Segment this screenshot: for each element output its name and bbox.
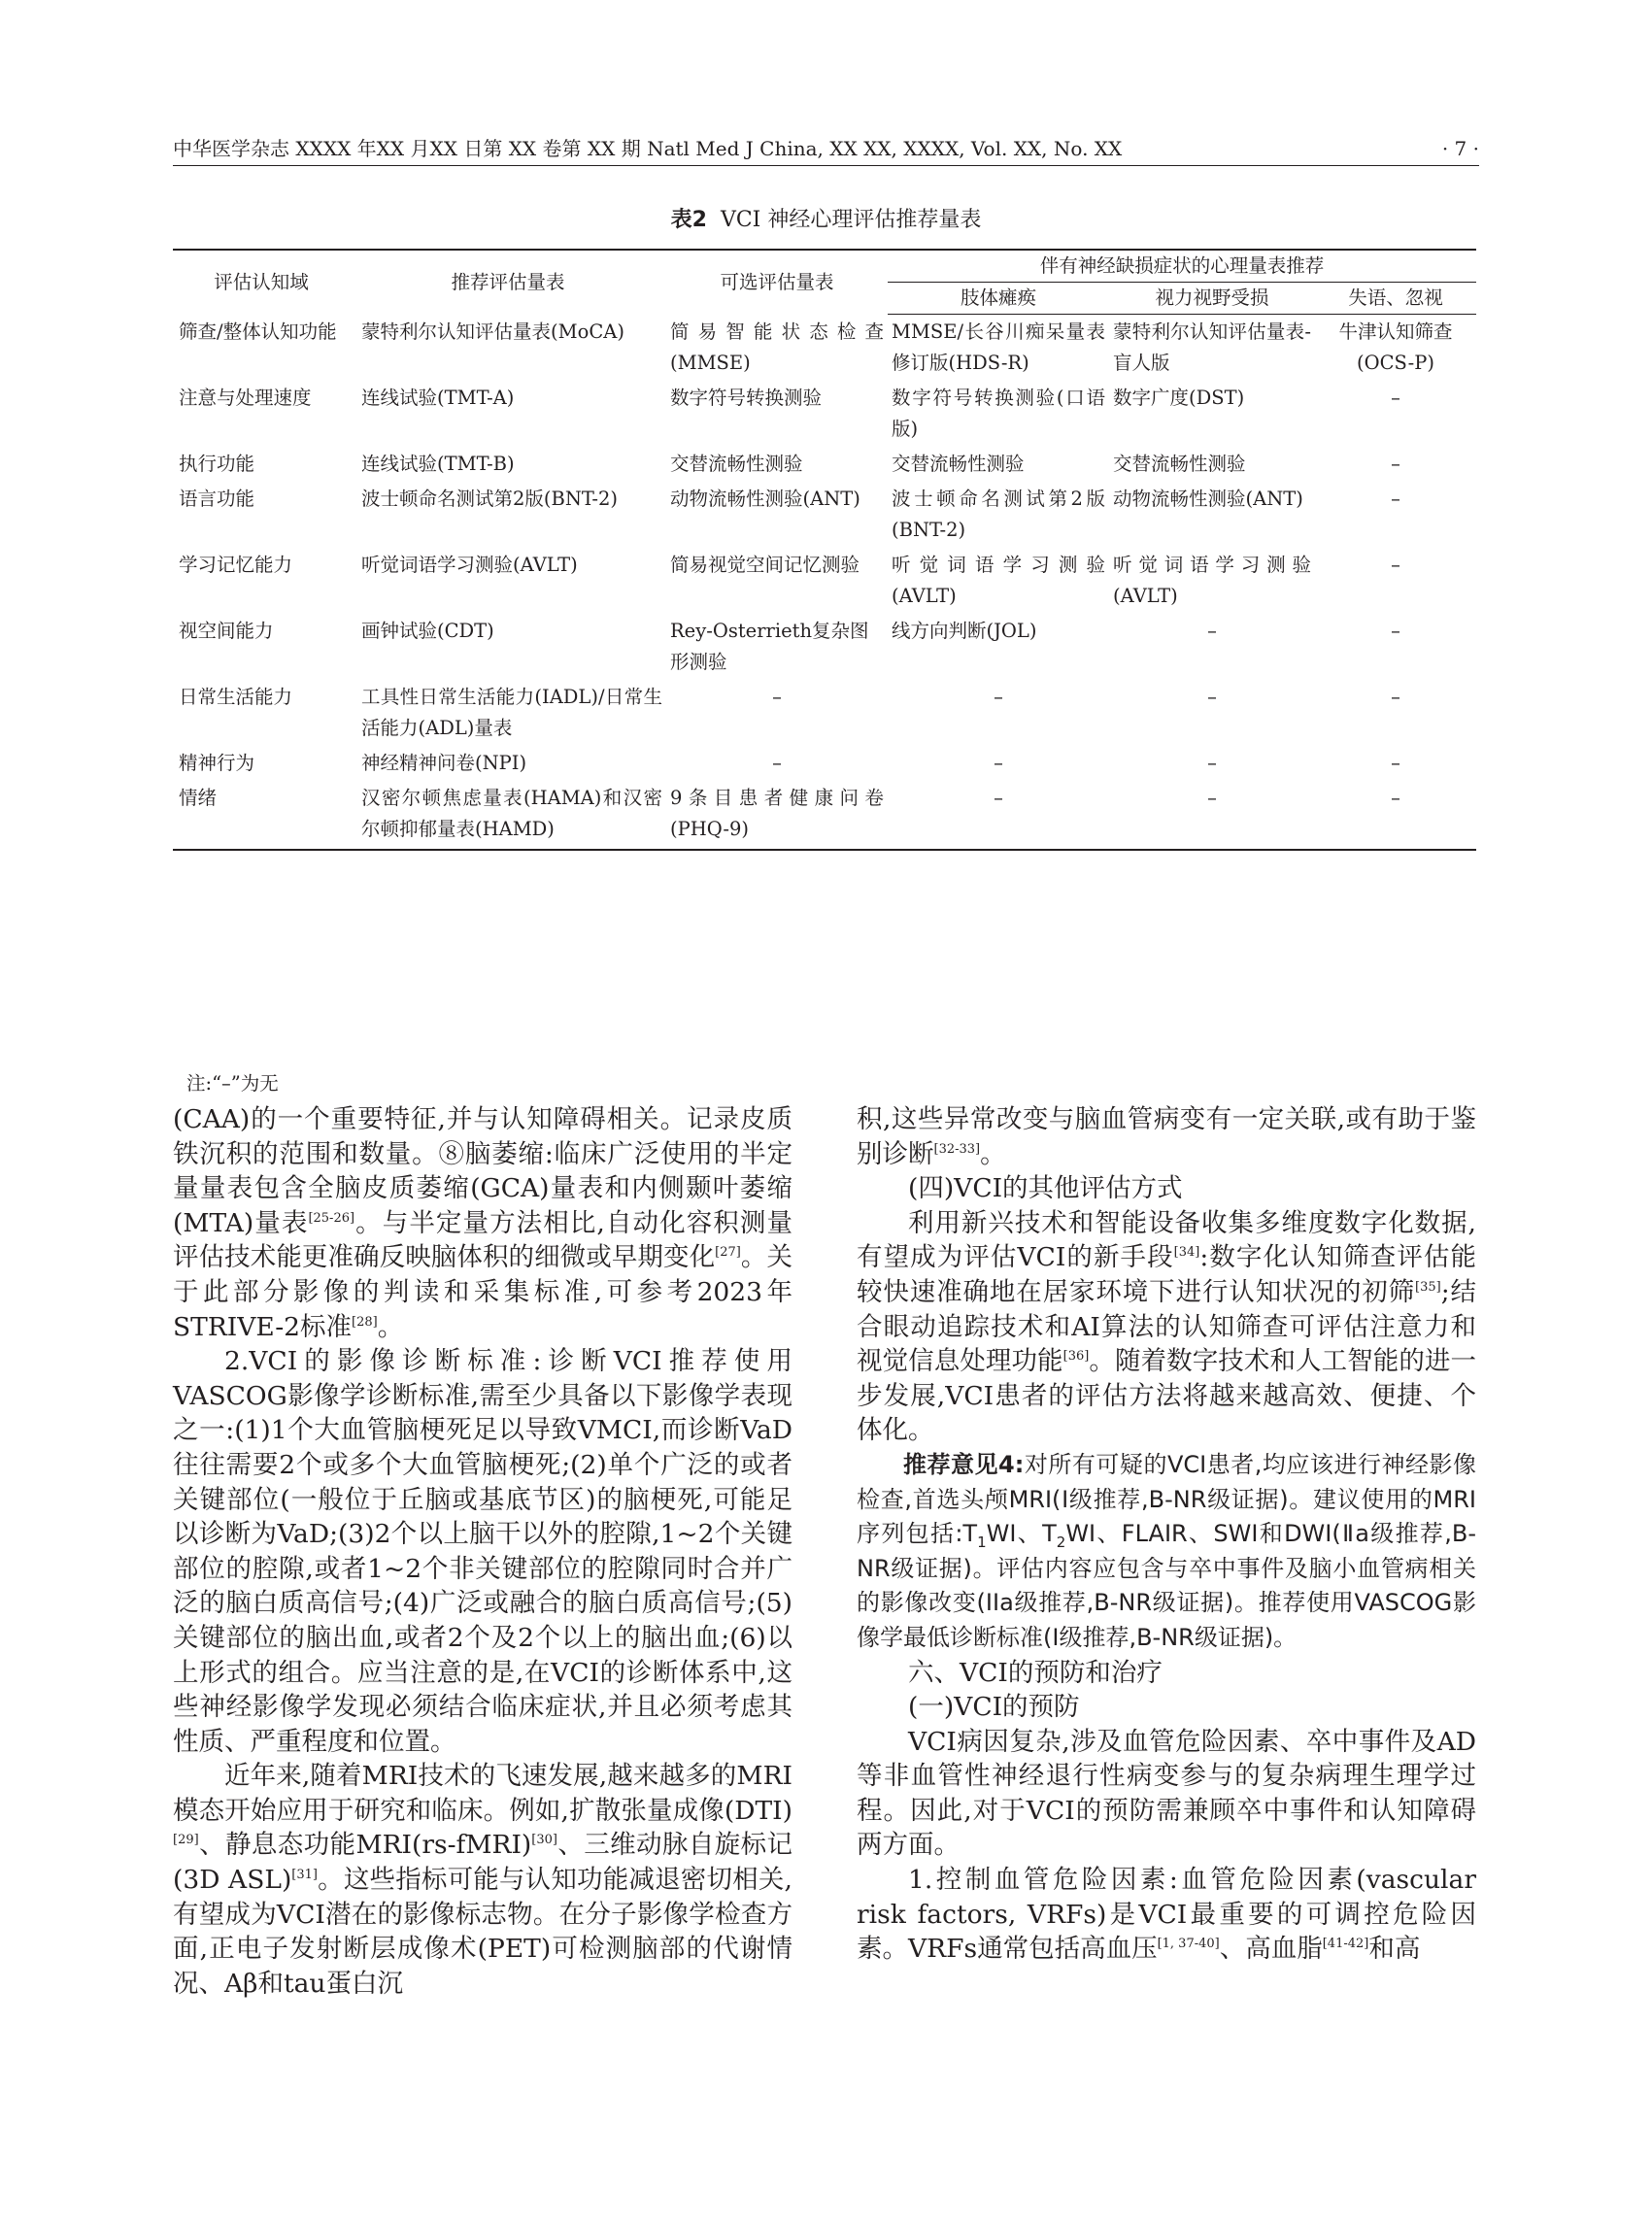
paragraph-vascular-risk bbox=[857, 1863, 1476, 1967]
citation-ref: [34] bbox=[1173, 1245, 1200, 1261]
journal-citation: 中华医学杂志 XXXX 年XX 月XX 日第 XX 卷第 XX 期 Natl Med J China, XX XX, XXXX, Vol. XX, No. XX bbox=[173, 137, 1123, 160]
cell-recommended: 连线试验(TMT-A) bbox=[361, 387, 515, 409]
header-limb-paralysis: 肢体瘫痪 bbox=[888, 283, 1109, 315]
table-title bbox=[173, 206, 1479, 235]
running-header bbox=[173, 132, 1479, 166]
cell-domain: 语言功能 bbox=[179, 488, 255, 510]
paragraph-digital-assessment bbox=[857, 1206, 1476, 1448]
cell-recommended: 听觉词语学习测验(AVLT) bbox=[361, 554, 578, 576]
cell-optional: – bbox=[772, 752, 782, 774]
table-note: 注:“–”为无 bbox=[186, 1072, 279, 1095]
text-run: 1.控制血管危险因素:血管危险因素(vascular risk factors, VRFs)是VCI最重要的可调控危险因素。VRFs通常包括高血压 bbox=[857, 1865, 1476, 1965]
subscript: 2 bbox=[1056, 1533, 1066, 1551]
cell-limb: 听觉词语学习测验(AVLT) bbox=[892, 554, 1105, 607]
table-row bbox=[173, 550, 1476, 616]
table-row bbox=[173, 484, 1476, 550]
cell-domain: 日常生活能力 bbox=[179, 686, 293, 708]
cell-domain: 筛查/整体认知功能 bbox=[179, 320, 337, 343]
cell-limb: – bbox=[994, 686, 1003, 708]
table-row bbox=[173, 682, 1476, 748]
text-run: 。关于此部分影像的判读和采集标准,可参考2023年STRIVE-2标准 bbox=[173, 1242, 793, 1342]
cell-visual: 交替流畅性测验 bbox=[1113, 453, 1246, 475]
scale-table bbox=[173, 249, 1476, 851]
right-text-column bbox=[857, 1102, 1476, 1967]
paragraph-atrophy bbox=[173, 1102, 792, 1344]
cell-optional: 简易视觉空间记忆测验 bbox=[670, 554, 860, 576]
cell-domain: 视空间能力 bbox=[179, 620, 274, 642]
citation-ref: [41-42] bbox=[1322, 1937, 1369, 1952]
assessment-scale-table bbox=[173, 249, 1476, 851]
cell-recommended: 画钟试验(CDT) bbox=[361, 620, 494, 642]
cell-recommended: 工具性日常生活能力(IADL)/日常生活能力(ADL)量表 bbox=[361, 686, 662, 739]
text-run: (CAA)的一个重要特征,并与认知障碍相关。记录皮质铁沉积的范围和数量。⑧脑萎缩:临床广泛使用的半定量量表包含全脑皮质萎缩(GCA)量表和内侧颞叶萎缩(MTA)量表 bbox=[173, 1104, 792, 1238]
cell-visual: 数字广度(DST) bbox=[1113, 387, 1245, 409]
cell-recommended: 波士顿命名测试第2版(BNT-2) bbox=[361, 488, 619, 510]
text-run: 利用新兴技术和智能设备收集多维度数字化数据,有望成为评估VCI的新手段 bbox=[857, 1207, 1476, 1273]
cell-optional: – bbox=[772, 686, 782, 708]
cell-recommended: 连线试验(TMT-B) bbox=[361, 453, 515, 475]
cell-optional: 数字符号转换测验 bbox=[670, 387, 823, 409]
citation-ref: [29] bbox=[173, 1833, 199, 1848]
text-run: ;结合眼动追踪技术和AI算法的认知筛查可评估注意力和视觉信息处理功能 bbox=[857, 1276, 1476, 1377]
cell-domain: 精神行为 bbox=[179, 752, 255, 774]
citation-ref: [32-33] bbox=[933, 1141, 981, 1157]
cell-recommended: 神经精神问卷(NPI) bbox=[361, 752, 527, 774]
text-run: 近年来,随着MRI技术的飞速发展,越来越多的MRI模态开始应用于研究和临床。例如,扩散张量成像(DTI) bbox=[173, 1761, 792, 1826]
cell-aphasia: – bbox=[1391, 453, 1400, 475]
table-row bbox=[173, 748, 1476, 783]
cell-limb: 数字符号转换测验(口语版) bbox=[892, 387, 1105, 440]
cell-aphasia: – bbox=[1315, 783, 1476, 850]
cell-aphasia: – bbox=[1391, 488, 1400, 510]
cell-recommended: 蒙特利尔认知评估量表(MoCA) bbox=[361, 320, 624, 343]
recommendation-4 bbox=[857, 1448, 1476, 1656]
text-run: 对所有可疑的VCI患者,均应该进行神经影像检查,首选头颅MRI(Ⅰ级推荐,B-NR级证据)。建议使用的MRI序列包括:T bbox=[857, 1450, 1476, 1548]
text-run: 、高血脂 bbox=[1219, 1934, 1323, 1965]
section-heading-prevention: (一)VCI的预防 bbox=[908, 1692, 1080, 1723]
text-run: 。与半定量方法相比,自动化容积测量评估技术能更准确反映脑体积的细微或早期变化 bbox=[173, 1207, 792, 1273]
cell-visual: – bbox=[1207, 620, 1217, 642]
cell-domain: 执行功能 bbox=[179, 453, 255, 475]
table-row bbox=[173, 783, 1476, 850]
text-run: WI、T bbox=[986, 1520, 1057, 1548]
table-label: 表2 bbox=[670, 208, 707, 232]
cell-limb: 波士顿命名测试第2版(BNT-2) bbox=[892, 488, 1105, 541]
cell-limb: 线方向判断(JOL) bbox=[892, 620, 1037, 642]
text-run: 和高 bbox=[1368, 1934, 1421, 1965]
text-run: :数字化认知筛查评估能较快速准确地在居家环境下进行认知状况的初筛 bbox=[857, 1242, 1476, 1307]
cell-limb: MMSE/长谷川痴呆量表修订版(HDS-R) bbox=[892, 320, 1105, 374]
recommendation-label: 推荐意见4: bbox=[903, 1450, 1025, 1478]
cell-limb: 交替流畅性测验 bbox=[892, 453, 1025, 475]
paragraph-pet-continued bbox=[857, 1102, 1476, 1171]
cell-visual: – bbox=[1207, 752, 1217, 774]
cell-domain: 情绪 bbox=[173, 783, 350, 850]
cell-limb: – bbox=[994, 752, 1003, 774]
table-row bbox=[173, 383, 1476, 449]
cell-aphasia: – bbox=[1391, 554, 1400, 576]
citation-ref: [36] bbox=[1062, 1349, 1090, 1365]
cell-domain: 学习记忆能力 bbox=[179, 554, 293, 576]
text-run: 。随着数字技术和人工智能的进一步发展,VCI患者的评估方法将越来越高效、便捷、个体化。 bbox=[857, 1346, 1477, 1446]
cell-visual: 动物流畅性测验(ANT) bbox=[1113, 488, 1303, 510]
cell-limb: – bbox=[888, 783, 1109, 850]
text-run: 积,这些异常改变与脑血管病变有一定关联,或有助于鉴别诊断 bbox=[857, 1104, 1476, 1169]
cell-optional: 交替流畅性测验 bbox=[670, 453, 803, 475]
header-optional: 可选评估量表 bbox=[666, 250, 888, 315]
header-aphasia-neglect: 失语、忽视 bbox=[1315, 283, 1476, 315]
text-run: WI、FLAIR、SWI和DWI(Ⅱa级推荐,B-NR级证据)。评估内容应包含与卒中事件及脑小血管病相关的影像改变(IIa级推荐,B-NR级证据)。推荐使用VASCOG影像学最低诊断标准(Ⅰ级推荐,B-NR级证据)。 bbox=[857, 1520, 1477, 1651]
citation-ref: [31] bbox=[291, 1868, 318, 1883]
citation-ref: [27] bbox=[715, 1245, 741, 1261]
paragraph-mri-modalities bbox=[173, 1759, 792, 2001]
cell-optional: 简易智能状态检查(MMSE) bbox=[670, 320, 884, 374]
paragraph-imaging-criteria: 2.VCI的影像诊断标准:诊断VCI推荐使用VASCOG影像学诊断标准,需至少具备以下影像学表现之一:(1)1个大血管脑梗死足以导致VMCI,而诊断VaD往往需要2个或多个大血管脑梗死;(2)单个广泛的或者关键部位(一般位于丘脑或基底节区)的脑梗死,可能足以诊断为VaD;(3)2个以上脑干以外的腔隙,1~2个关键部位的腔隙,或者1~2个非关键部位的腔隙同时合并广泛的脑白质高信号;(4)广泛或融合的脑白质高信号;(5)关键部位的脑出血,或者2个及2个以上的脑出血;(6)以上形式的组合。应当注意的是,在VCI的诊断体系中,这些神经影像学发现必须结合临床症状,并且必须考虑其性质、严重程度和位置。 bbox=[173, 1346, 792, 1757]
page-number: · 7 · bbox=[1441, 137, 1479, 160]
header-visual-impairment: 视力视野受损 bbox=[1109, 283, 1315, 315]
cell-visual: – bbox=[1109, 783, 1315, 850]
table-row bbox=[173, 315, 1476, 384]
cell-aphasia: – bbox=[1391, 752, 1400, 774]
section-heading-prevention-treatment: 六、VCI的预防和治疗 bbox=[908, 1657, 1163, 1688]
header-recommended: 推荐评估量表 bbox=[350, 250, 666, 315]
text-run: 、静息态功能MRI(rs-fMRI) bbox=[198, 1830, 532, 1861]
text-run: 。 bbox=[980, 1138, 1006, 1169]
citation-ref: [30] bbox=[531, 1833, 557, 1848]
header-neuro-deficit-group: 伴有神经缺损症状的心理量表推荐 bbox=[888, 250, 1476, 283]
cell-optional: 9条目患者健康问卷(PHQ-9) bbox=[666, 783, 888, 850]
cell-optional: 动物流畅性测验(ANT) bbox=[670, 488, 860, 510]
cell-aphasia: – bbox=[1391, 387, 1400, 409]
citation-ref: [28] bbox=[352, 1314, 378, 1330]
text-run: 。这些指标可能与认知功能减退密切相关,有望成为VCI潜在的影像标志物。在分子影像学检查方面,正电子发射断层成像术(PET)可检测脑部的代谢情况、Aβ和tau蛋白沉 bbox=[173, 1865, 792, 1999]
cell-aphasia: – bbox=[1391, 686, 1400, 708]
cell-visual: 听觉词语学习测验(AVLT) bbox=[1113, 554, 1311, 607]
text-run: 、三维动脉自旋标记(3D ASL) bbox=[173, 1830, 792, 1896]
header-domain: 评估认知域 bbox=[173, 250, 350, 315]
left-text-column bbox=[173, 1102, 792, 2001]
subscript: 1 bbox=[977, 1533, 987, 1551]
cell-aphasia: – bbox=[1391, 620, 1400, 642]
text-run: 。 bbox=[377, 1311, 404, 1342]
cell-aphasia: 牛津认知筛查(OCS-P) bbox=[1338, 320, 1453, 374]
citation-ref: [1, 37-40] bbox=[1157, 1937, 1220, 1952]
citation-ref: [25-26] bbox=[308, 1210, 355, 1226]
table-caption: VCI 神经心理评估推荐量表 bbox=[720, 208, 982, 232]
citation-ref: [35] bbox=[1415, 1280, 1441, 1296]
cell-visual: – bbox=[1207, 686, 1217, 708]
table-row bbox=[173, 449, 1476, 484]
table-row bbox=[173, 616, 1476, 682]
cell-optional: Rey-Osterrieth复杂图形测验 bbox=[670, 620, 869, 673]
section-heading-other-assessment: (四)VCI的其他评估方式 bbox=[908, 1173, 1183, 1204]
paragraph-etiology: VCI病因复杂,涉及血管危险因素、卒中事件及AD等非血管性神经退行性病变参与的复杂病理生理学过程。因此,对于VCI的预防需兼顾卒中事件和认知障碍两方面。 bbox=[857, 1726, 1476, 1861]
cell-domain: 注意与处理速度 bbox=[179, 387, 312, 409]
cell-recommended: 汉密尔顿焦虑量表(HAMA)和汉密尔顿抑郁量表(HAMD) bbox=[350, 783, 666, 850]
cell-visual: 蒙特利尔认知评估量表-盲人版 bbox=[1113, 320, 1311, 374]
